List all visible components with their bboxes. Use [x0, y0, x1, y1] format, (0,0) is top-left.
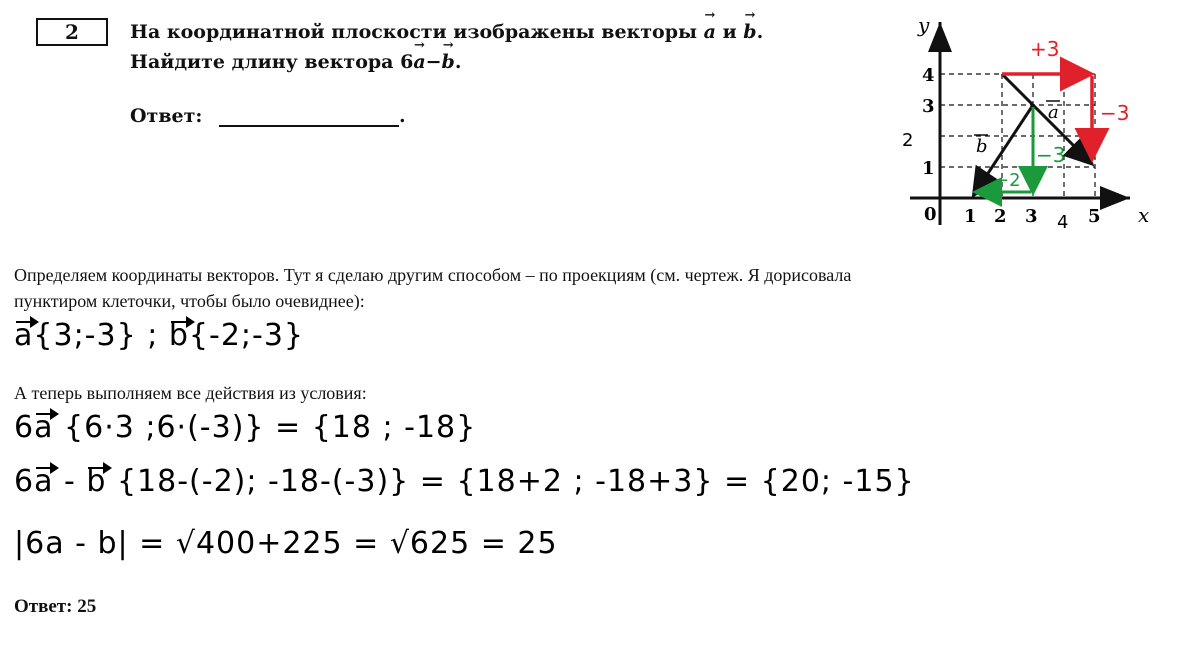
answer-field-row: Ответ: . — [130, 105, 406, 127]
coordinate-graph — [0, 0, 1200, 240]
axis-label-y: y — [918, 13, 930, 37]
vector-b-symbol: → b — [743, 17, 756, 47]
final-answer: Ответ: 25 — [14, 596, 97, 617]
vector-a-symbol: → a — [704, 17, 716, 47]
vector-b-symbol-2: → b — [442, 47, 455, 77]
y-tick-1: 1 — [922, 158, 935, 179]
vector-b-label: b — [976, 136, 988, 157]
origin-label: 0 — [924, 204, 937, 225]
handwritten-step-2: 6a - b {18-(-2); -18-(-3)} = {18+2 ; -18+3} = {20; -15} — [14, 464, 915, 499]
y-tick-2-handwritten: 2 — [902, 130, 914, 151]
axis-label-x: x — [1138, 203, 1150, 227]
annotation-minus-3-green: −3 — [1036, 143, 1066, 167]
solution-paragraph-2: А теперь выполняем все действия из условия: — [14, 383, 367, 403]
annotation-minus-2-green: −2 — [994, 170, 1021, 191]
y-tick-4: 4 — [922, 65, 935, 86]
annotation-plus-3: +3 — [1030, 37, 1060, 61]
handwritten-step-3-length: |6a - b| = √400+225 = √625 = 25 — [14, 526, 558, 561]
x-tick-3: 3 — [1025, 206, 1038, 227]
x-tick-5: 5 — [1088, 206, 1101, 227]
problem-number: 2 — [65, 20, 79, 44]
handwritten-vector-coordinates: a{3;-3} ; b{-2;-3} — [14, 318, 305, 353]
handwritten-step-1: 6a {6·3 ;6·(-3)} = {18 ; -18} — [14, 410, 477, 445]
problem-line-1: На координатной плоскости изображены векторы → a и → b. — [130, 17, 890, 47]
x-tick-1: 1 — [964, 206, 977, 227]
vector-a-symbol-2: → a — [413, 47, 425, 77]
vector-a-label: a — [1048, 102, 1059, 123]
problem-line-2: Найдите длину вектора 6→ a−→ b. — [130, 47, 890, 77]
x-tick-2: 2 — [994, 206, 1007, 227]
x-tick-4-handwritten: 4 — [1057, 212, 1069, 233]
answer-label: Ответ: — [130, 105, 203, 127]
solution-paragraph-1: Определяем координаты векторов. Тут я сделаю другим способом – по проекциям (см. чертеж. Я дорисовала пунктиром клеточки, чтобы было очевиднее): — [14, 265, 852, 311]
annotation-minus-3-red: −3 — [1100, 101, 1130, 125]
y-tick-3: 3 — [922, 96, 935, 117]
